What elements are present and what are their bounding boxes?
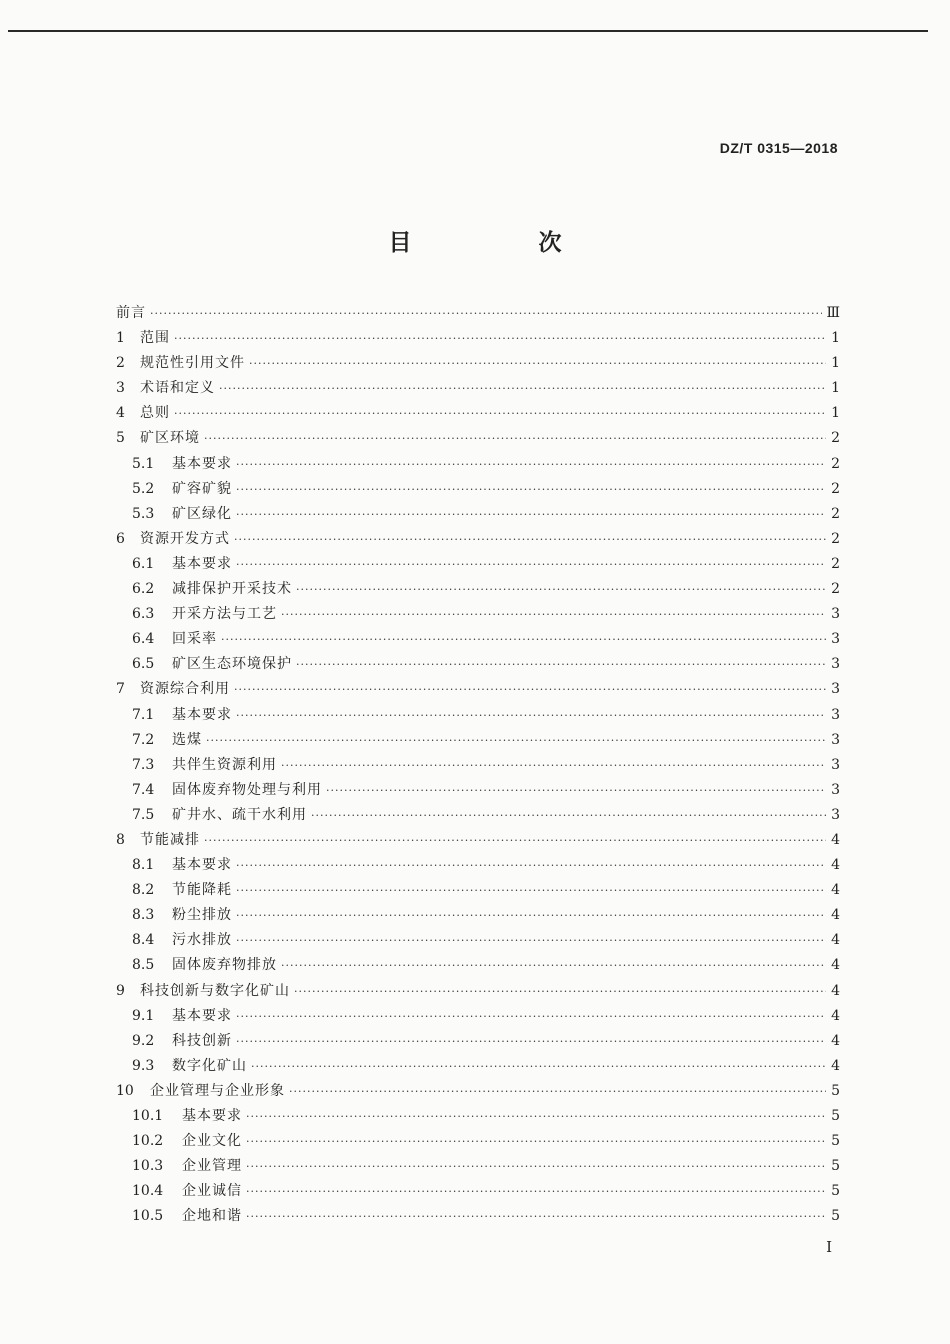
toc-entry-number: 5.2	[132, 480, 155, 497]
toc-entry-page: 5	[831, 1183, 840, 1200]
toc-entry-page: 5	[831, 1133, 840, 1150]
toc-entry-page: 3	[831, 656, 840, 673]
toc-entry-number: 10.4	[132, 1183, 164, 1200]
toc-dot-leader	[236, 502, 826, 527]
toc-entry-label: 固体废弃物排放	[172, 957, 277, 974]
toc-dot-leader	[236, 878, 826, 903]
toc-entry[interactable]	[116, 401, 840, 426]
toc-entry-page: 3	[831, 606, 840, 623]
toc-dot-leader	[249, 351, 826, 376]
toc-entry[interactable]	[116, 778, 840, 803]
toc-entry-page: 2	[831, 505, 840, 522]
toc-entry-page: 4	[831, 957, 840, 974]
toc-entry-number: 6.2	[132, 581, 155, 598]
toc-entry[interactable]	[116, 351, 840, 376]
toc-entry-page: 1	[831, 405, 840, 422]
toc-entry-number: 6.5	[132, 656, 155, 673]
toc-entry-number: 7.3	[132, 756, 155, 773]
toc-entry-number: 5.3	[132, 505, 155, 522]
toc-entry-number: 8	[116, 831, 125, 848]
toc-entry-number: 10.1	[132, 1108, 164, 1124]
toc-entry[interactable]	[116, 853, 840, 878]
toc-entry-number: 1	[116, 330, 125, 347]
toc-entry[interactable]	[116, 602, 840, 627]
toc-entry-page: 1	[831, 355, 840, 372]
toc-entry[interactable]	[116, 1054, 840, 1079]
toc-dot-leader	[236, 1029, 826, 1054]
toc-entry[interactable]	[116, 426, 840, 451]
toc-entry-page: 4	[831, 857, 840, 874]
toc-dot-leader	[281, 953, 826, 978]
toc-dot-leader	[206, 728, 826, 753]
table-of-contents	[116, 301, 840, 1229]
toc-entry-page: 4	[831, 882, 840, 899]
toc-entry-number: 4	[116, 405, 125, 422]
document-code: DZ/T 0315—2018	[719, 140, 838, 156]
toc-entry-label: 资源开发方式	[140, 530, 230, 547]
toc-entry-label: 术语和定义	[140, 380, 215, 397]
toc-dot-leader	[289, 1079, 826, 1104]
toc-entry-label: 开采方法与工艺	[172, 606, 277, 623]
toc-entry-page: 5	[831, 1082, 840, 1099]
toc-entry-number: 7.5	[132, 806, 155, 823]
toc-entry-page: 5	[831, 1208, 840, 1225]
toc-entry-label: 基本要求	[172, 1007, 232, 1024]
toc-dot-leader	[236, 703, 826, 728]
toc-entry[interactable]	[116, 502, 840, 527]
toc-entry-label: 回采率	[172, 631, 217, 648]
toc-entry[interactable]	[116, 1104, 840, 1129]
toc-entry[interactable]	[116, 928, 840, 953]
toc-entry-page: 1	[831, 380, 840, 397]
toc-entry-number: 10.3	[132, 1158, 164, 1175]
toc-entry-label: 基本要求	[172, 455, 232, 472]
toc-entry-page: 3	[831, 806, 840, 823]
toc-entry[interactable]	[116, 326, 840, 351]
toc-entry-label: 选煤	[172, 731, 202, 748]
toc-entry[interactable]	[116, 903, 840, 928]
toc-entry[interactable]	[116, 627, 840, 652]
toc-entry-label: 节能降耗	[172, 882, 232, 899]
toc-entry-page: 3	[831, 706, 840, 723]
toc-entry-number: 7	[116, 681, 125, 698]
toc-entry-label: 固体废弃物处理与利用	[172, 781, 322, 798]
toc-dot-leader	[236, 853, 826, 878]
toc-entry-page: 2	[831, 455, 840, 472]
toc-entry-page: 3	[831, 756, 840, 773]
toc-entry-label: 节能减排	[140, 831, 200, 848]
toc-entry-label: 规范性引用文件	[140, 355, 245, 372]
toc-dot-leader	[326, 778, 826, 803]
toc-entry-label: 企业管理与企业形象	[150, 1082, 285, 1099]
toc-dot-leader	[236, 928, 826, 953]
toc-entry-page: 2	[831, 555, 840, 572]
toc-dot-leader	[236, 1004, 826, 1029]
toc-entry-label: 基本要求	[182, 1108, 242, 1124]
toc-entry-number: 7.1	[132, 706, 155, 723]
toc-entry-label: 范围	[140, 330, 170, 347]
toc-entry[interactable]	[116, 803, 840, 828]
toc-entry-label: 基本要求	[172, 555, 232, 572]
toc-entry[interactable]	[116, 979, 840, 1004]
toc-entry[interactable]	[116, 1154, 840, 1179]
toc-entry-page: 2	[831, 581, 840, 598]
toc-entry-page: 5	[831, 1158, 840, 1175]
toc-entry-label: 企业管理	[182, 1158, 242, 1175]
toc-entry-page: 1	[831, 330, 840, 347]
toc-entry-label: 企地和谐	[182, 1208, 242, 1225]
toc-entry-label: 矿区环境	[140, 430, 200, 447]
toc-entry-number: 8.2	[132, 882, 155, 899]
toc-entry-label: 减排保护开采技术	[172, 581, 292, 598]
header-rule	[8, 30, 928, 32]
toc-dot-leader	[246, 1104, 826, 1129]
toc-entry[interactable]	[116, 703, 840, 728]
toc-entry[interactable]	[116, 753, 840, 778]
toc-entry-label: 数字化矿山	[172, 1057, 247, 1074]
toc-entry[interactable]	[116, 301, 840, 326]
toc-dot-leader	[204, 426, 826, 451]
toc-entry-label: 企业文化	[182, 1133, 242, 1150]
toc-entry-page: Ⅲ	[826, 305, 840, 321]
toc-entry-page: 4	[831, 907, 840, 924]
toc-entry[interactable]	[116, 1204, 840, 1229]
toc-entry-page: 2	[831, 430, 840, 447]
toc-entry[interactable]	[116, 1004, 840, 1029]
page-title: 目 次	[388, 229, 614, 256]
toc-entry-label: 企业诚信	[182, 1183, 242, 1200]
toc-entry-label: 矿区绿化	[172, 505, 232, 522]
toc-entry-number: 9.2	[132, 1032, 155, 1049]
toc-entry-number: 9.1	[132, 1007, 155, 1024]
toc-entry-page: 4	[831, 932, 840, 949]
toc-entry-number: 7.4	[132, 781, 155, 798]
toc-dot-leader	[234, 677, 826, 702]
toc-entry-number: 8.4	[132, 932, 155, 949]
toc-dot-leader	[204, 828, 826, 853]
toc-dot-leader	[174, 326, 826, 351]
toc-entry-page: 4	[831, 831, 840, 848]
toc-dot-leader	[246, 1179, 826, 1204]
toc-dot-leader	[296, 652, 826, 677]
toc-entry-number: 6.3	[132, 606, 155, 623]
toc-entry[interactable]	[116, 828, 840, 853]
toc-dot-leader	[246, 1204, 826, 1229]
toc-entry-page: 3	[831, 681, 840, 698]
toc-entry-page: 4	[831, 1007, 840, 1024]
toc-entry-label: 科技创新	[172, 1032, 232, 1049]
toc-entry-page: 5	[831, 1108, 840, 1124]
toc-entry[interactable]	[116, 728, 840, 753]
toc-entry[interactable]	[116, 652, 840, 677]
toc-entry[interactable]	[116, 452, 840, 477]
toc-entry-number: 9.3	[132, 1057, 155, 1074]
toc-entry[interactable]	[116, 477, 840, 502]
toc-dot-leader	[311, 803, 826, 828]
toc-dot-leader	[150, 301, 822, 326]
toc-entry-label: 基本要求	[172, 706, 232, 723]
toc-dot-leader	[234, 527, 826, 552]
toc-entry-label: 总则	[140, 405, 170, 422]
toc-entry-page: 3	[831, 781, 840, 798]
toc-entry-number: 9	[116, 982, 125, 999]
toc-dot-leader	[281, 602, 826, 627]
toc-entry-number: 8.5	[132, 957, 155, 974]
toc-dot-leader	[221, 627, 826, 652]
toc-entry-page: 4	[831, 1032, 840, 1049]
toc-entry-label: 矿井水、疏干水利用	[172, 806, 307, 823]
toc-entry-number: 5.1	[132, 455, 155, 472]
toc-entry[interactable]	[116, 552, 840, 577]
toc-dot-leader	[246, 1129, 826, 1154]
toc-entry-label: 前言	[116, 305, 146, 321]
toc-entry-label: 矿区生态环境保护	[172, 656, 292, 673]
toc-entry[interactable]	[116, 1179, 840, 1204]
page-number: Ⅰ	[826, 1238, 832, 1256]
toc-dot-leader	[236, 552, 826, 577]
toc-dot-leader	[251, 1054, 826, 1079]
toc-entry-number: 6.1	[132, 555, 155, 572]
toc-dot-leader	[246, 1154, 826, 1179]
toc-entry-page: 2	[831, 480, 840, 497]
toc-entry-number: 6.4	[132, 631, 155, 648]
toc-entry-page: 4	[831, 982, 840, 999]
toc-entry-number: 7.2	[132, 731, 155, 748]
toc-entry-number: 3	[116, 380, 125, 397]
toc-entry-label: 共伴生资源利用	[172, 756, 277, 773]
toc-dot-leader	[281, 753, 826, 778]
toc-dot-leader	[236, 903, 826, 928]
toc-entry-number: 2	[116, 355, 125, 372]
toc-entry-page: 2	[831, 530, 840, 547]
toc-entry-number: 10.2	[132, 1133, 164, 1150]
toc-entry-label: 矿容矿貌	[172, 480, 232, 497]
toc-entry-page: 4	[831, 1057, 840, 1074]
toc-entry-number: 8.3	[132, 907, 155, 924]
toc-entry-number: 10	[116, 1082, 134, 1099]
toc-entry[interactable]	[116, 953, 840, 978]
toc-entry[interactable]	[116, 577, 840, 602]
toc-entry[interactable]	[116, 677, 840, 702]
toc-dot-leader	[219, 376, 826, 401]
toc-dot-leader	[236, 452, 826, 477]
toc-dot-leader	[294, 979, 826, 1004]
toc-entry-label: 科技创新与数字化矿山	[140, 982, 290, 999]
toc-entry-label: 粉尘排放	[172, 907, 232, 924]
toc-entry-page: 3	[831, 631, 840, 648]
toc-entry-page: 3	[831, 731, 840, 748]
toc-entry-number: 8.1	[132, 857, 155, 874]
toc-entry[interactable]	[116, 1079, 840, 1104]
toc-entry[interactable]	[116, 527, 840, 552]
toc-entry-label: 基本要求	[172, 857, 232, 874]
toc-dot-leader	[296, 577, 826, 602]
toc-entry-number: 10.5	[132, 1208, 164, 1225]
toc-entry[interactable]	[116, 376, 840, 401]
toc-entry[interactable]	[116, 1029, 840, 1054]
toc-entry[interactable]	[116, 878, 840, 903]
toc-dot-leader	[236, 477, 826, 502]
toc-entry-number: 5	[116, 430, 125, 447]
toc-dot-leader	[174, 401, 826, 426]
toc-entry-number: 6	[116, 530, 125, 547]
toc-entry-label: 污水排放	[172, 932, 232, 949]
toc-entry[interactable]	[116, 1129, 840, 1154]
toc-entry-label: 资源综合利用	[140, 681, 230, 698]
